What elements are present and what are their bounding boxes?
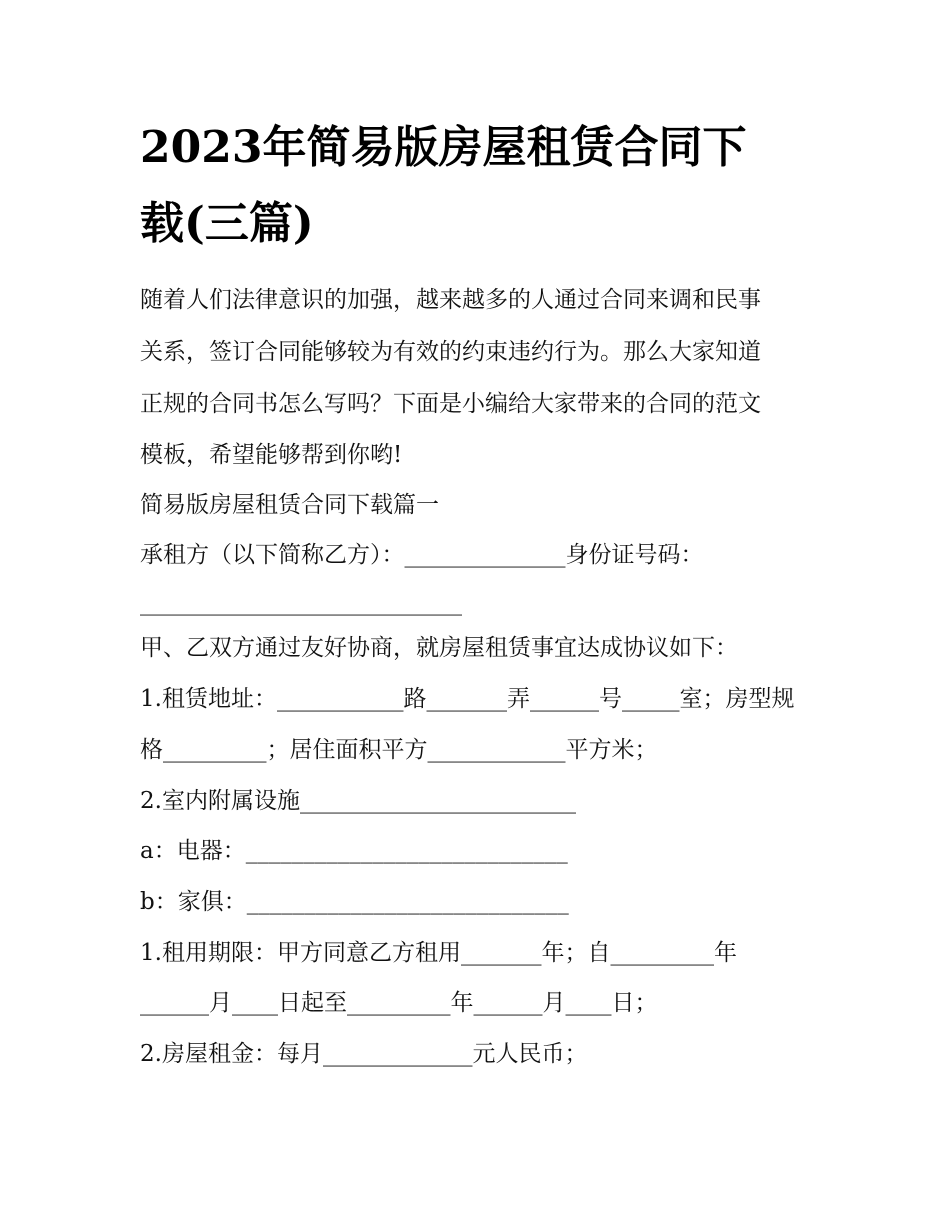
clause-facilities: 2.室内附属设施________________________ bbox=[140, 788, 576, 814]
title-line-2: 载(三篇) bbox=[140, 198, 314, 249]
section-heading-1: 简易版房屋租赁合同下载篇一 bbox=[140, 492, 439, 518]
tenant-line: 承租方（以下简称乙方）：______________身份证号码： bbox=[140, 542, 704, 568]
document-title bbox=[140, 110, 820, 262]
clause-rent: 2.房屋租金：每月_____________元人民币； bbox=[140, 1041, 588, 1067]
clause-address-1: 1.租赁地址：___________路_______弄______号_____室；房型规 bbox=[140, 686, 795, 712]
title-line-1: 2023年简易版房屋租赁合同下 bbox=[140, 122, 747, 173]
clause-appliances: a：电器：____________________________ bbox=[140, 838, 568, 864]
clause-address-2: 格_________；居住面积平方____________平方米； bbox=[140, 737, 658, 763]
intro-line-2: 关系，签订合同能够较为有效的约束违约行为。那么大家知道 bbox=[140, 339, 761, 365]
agreement-intro: 甲、乙双方通过友好协商，就房屋租赁事宜达成协议如下： bbox=[140, 635, 738, 661]
clause-furniture: b：家俱：____________________________ bbox=[140, 889, 569, 915]
clause-term-2: ______月____日起至_________年______月____日； bbox=[140, 990, 658, 1016]
intro-line-3: 正规的合同书怎么写吗？下面是小编给大家带来的合同的范文 bbox=[140, 391, 761, 417]
intro-line-1: 随着人们法律意识的加强，越来越多的人通过合同来调和民事 bbox=[140, 287, 761, 313]
id-number-blank: ____________________________ bbox=[140, 590, 462, 616]
clause-term-1: 1.租用期限：甲方同意乙方租用_______年；自_________年 bbox=[140, 940, 737, 966]
intro-line-4: 模板，希望能够帮到你哟! bbox=[140, 442, 403, 468]
